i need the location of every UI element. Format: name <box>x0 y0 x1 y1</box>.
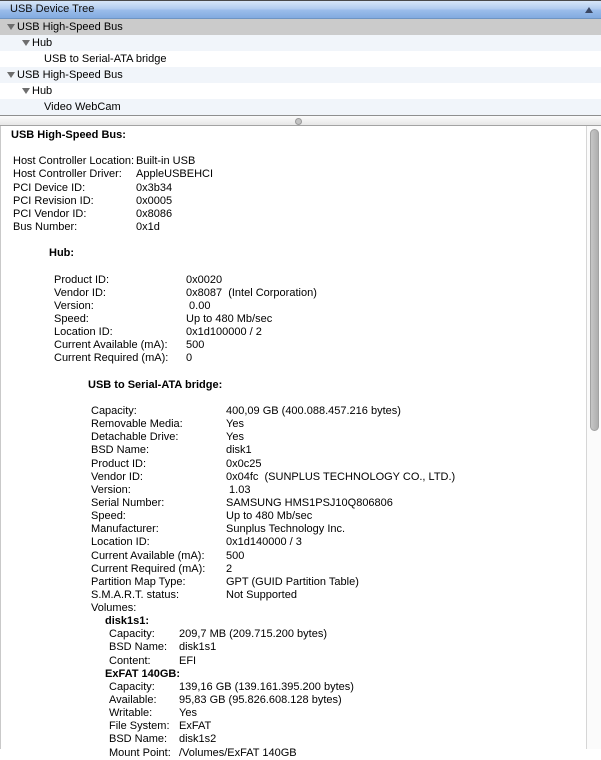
detail-blank-line <box>1 366 601 379</box>
disclosure-triangle-icon[interactable] <box>22 88 30 94</box>
detail-prop-label: Available: <box>109 694 157 707</box>
detail-prop-value: 0x1d140000 / 3 <box>226 536 302 549</box>
detail-prop-value: 209,7 MB (209.715.200 bytes) <box>179 628 327 641</box>
detail-prop-label: BSD Name: <box>109 733 168 746</box>
detail-row <box>1 313 601 326</box>
detail-prop-label: Manufacturer: <box>91 523 159 536</box>
detail-row <box>1 195 601 208</box>
detail-prop-label: Mount Point: <box>109 746 171 759</box>
detail-prop-label: Host Controller Location: <box>13 155 135 168</box>
detail-heading <box>1 615 601 628</box>
detail-row <box>1 681 601 694</box>
sort-ascending-icon[interactable] <box>585 7 593 13</box>
detail-row <box>1 208 601 221</box>
detail-row <box>1 720 601 733</box>
detail-prop-label: Speed: <box>91 510 126 523</box>
detail-heading <box>1 247 601 260</box>
detail-pane <box>0 126 601 759</box>
detail-prop-label: Current Available (mA): <box>54 339 168 352</box>
detail-row <box>1 418 601 431</box>
detail-prop-value: /Volumes/ExFAT 140GB <box>179 746 297 759</box>
detail-prop-label: Serial Number: <box>91 496 165 509</box>
disclosure-triangle-icon[interactable] <box>7 24 15 30</box>
detail-prop-value: GPT (GUID Partition Table) <box>226 575 359 588</box>
column-header-title: USB Device Tree <box>10 3 95 15</box>
detail-section-title: ExFAT 140GB: <box>105 667 180 680</box>
detail-prop-value: 0x8087 (Intel Corporation) <box>186 286 317 299</box>
detail-row <box>1 707 601 720</box>
detail-prop-label: Product ID: <box>54 273 110 286</box>
detail-row <box>1 326 601 339</box>
tree-row-hub[interactable] <box>0 83 601 99</box>
detail-prop-value: Sunplus Technology Inc. <box>226 523 346 536</box>
detail-prop-value: disk1s1 <box>179 641 217 654</box>
detail-prop-value: 0x0005 <box>136 194 173 207</box>
tree-row-video-webcam[interactable] <box>0 99 601 115</box>
detail-prop-label: Version: <box>54 299 94 312</box>
detail-prop-value: 0x04fc (SUNPLUS TECHNOLOGY CO., LTD.) <box>226 470 456 483</box>
detail-row <box>1 431 601 444</box>
tree-row-label: Hub <box>32 85 53 97</box>
detail-prop-value: 0x1d100000 / 2 <box>186 326 262 339</box>
detail-prop-label: PCI Device ID: <box>13 181 86 194</box>
detail-prop-label: Capacity: <box>109 628 155 641</box>
detail-row <box>1 274 601 287</box>
detail-row <box>1 733 601 746</box>
detail-prop-label: S.M.A.R.T. status: <box>91 588 180 601</box>
detail-prop-value: 0x3b34 <box>136 181 173 194</box>
detail-row <box>1 182 601 195</box>
detail-prop-label: Current Required (mA): <box>91 562 206 575</box>
detail-row <box>1 550 601 563</box>
detail-row <box>1 155 601 168</box>
detail-blank-line <box>1 234 601 247</box>
detail-prop-value: 2 <box>226 562 233 575</box>
detail-prop-value: 139,16 GB (139.161.395.200 bytes) <box>179 680 354 693</box>
detail-prop-value: Yes <box>226 418 244 431</box>
detail-section-title: disk1s1: <box>105 615 150 628</box>
detail-prop-label: Removable Media: <box>91 418 183 431</box>
detail-prop-label: Location ID: <box>91 536 150 549</box>
pane-splitter[interactable] <box>0 115 601 126</box>
detail-row <box>1 589 601 602</box>
detail-section-title: Hub: <box>49 247 75 260</box>
detail-prop-value: 0x0020 <box>186 273 223 286</box>
detail-blank-line <box>1 392 601 405</box>
tree-row-usb-to-serial-ata-bridge[interactable] <box>0 51 601 67</box>
detail-prop-value: Up to 480 Mb/sec <box>226 510 313 523</box>
tree-row-usb-high-speed-bus[interactable] <box>0 19 601 35</box>
detail-prop-label: Location ID: <box>54 326 113 339</box>
detail-prop-value: Not Supported <box>226 588 297 601</box>
usb-device-tree-list <box>0 19 601 115</box>
detail-prop-value: Up to 480 Mb/sec <box>186 312 273 325</box>
detail-row <box>1 523 601 536</box>
detail-prop-label: Vendor ID: <box>91 470 143 483</box>
detail-prop-label: Writable: <box>109 707 153 720</box>
detail-row <box>1 287 601 300</box>
detail-prop-value: 0x1d <box>136 220 160 233</box>
disclosure-triangle-icon[interactable] <box>7 72 15 78</box>
detail-row <box>1 458 601 471</box>
detail-prop-value: Yes <box>226 431 244 444</box>
detail-prop-label: Current Available (mA): <box>91 549 205 562</box>
detail-row <box>1 168 601 181</box>
detail-prop-value: disk1 <box>226 444 252 457</box>
detail-prop-label: Host Controller Driver: <box>13 168 122 181</box>
detail-row <box>1 602 601 615</box>
disclosure-triangle-icon[interactable] <box>22 40 30 46</box>
detail-blank-line <box>1 142 601 155</box>
tree-row-label: USB High-Speed Bus <box>17 69 123 81</box>
detail-row <box>1 444 601 457</box>
detail-row <box>1 497 601 510</box>
detail-prop-value: disk1s2 <box>179 733 217 746</box>
detail-prop-label: Bus Number: <box>13 220 78 233</box>
detail-prop-value: 500 <box>186 339 205 352</box>
tree-row-label: Hub <box>32 37 53 49</box>
detail-row <box>1 221 601 234</box>
detail-prop-label: Content: <box>109 654 151 667</box>
detail-prop-value: EFI <box>179 654 197 667</box>
detail-prop-label: File System: <box>109 720 170 733</box>
detail-prop-value: 0.00 <box>186 299 211 312</box>
detail-row <box>1 628 601 641</box>
detail-prop-value: AppleUSBEHCI <box>136 168 214 181</box>
detail-prop-value: 1.03 <box>226 483 251 496</box>
vertical-scrollbar[interactable] <box>586 126 601 749</box>
detail-prop-label: Volumes: <box>91 602 137 615</box>
detail-prop-label: Partition Map Type: <box>91 575 186 588</box>
detail-heading <box>1 379 601 392</box>
detail-row <box>1 641 601 654</box>
detail-row <box>1 536 601 549</box>
detail-blank-line <box>1 260 601 273</box>
detail-heading <box>1 129 601 142</box>
detail-content <box>1 126 601 760</box>
detail-prop-label: BSD Name: <box>109 641 168 654</box>
detail-prop-label: PCI Revision ID: <box>13 194 94 207</box>
detail-heading <box>1 668 601 681</box>
detail-prop-value: 400,09 GB (400.088.457.216 bytes) <box>226 404 401 417</box>
detail-row <box>1 694 601 707</box>
tree-row-hub[interactable] <box>0 35 601 51</box>
detail-prop-label: Capacity: <box>91 404 137 417</box>
detail-prop-label: BSD Name: <box>91 444 150 457</box>
detail-row <box>1 352 601 365</box>
detail-prop-label: Current Required (mA): <box>54 352 169 365</box>
detail-row <box>1 747 601 760</box>
detail-prop-label: Speed: <box>54 312 89 325</box>
detail-row <box>1 484 601 497</box>
detail-prop-label: PCI Vendor ID: <box>13 207 87 220</box>
detail-row <box>1 576 601 589</box>
detail-prop-value: SAMSUNG HMS1PSJ10Q806806 <box>226 496 393 509</box>
detail-prop-value: 95,83 GB (95.826.608.128 bytes) <box>179 694 342 707</box>
splitter-grabber-icon <box>295 118 302 125</box>
detail-row <box>1 655 601 668</box>
detail-section-title: USB to Serial-ATA bridge: <box>88 378 223 391</box>
detail-section-title: USB High-Speed Bus: <box>11 129 126 141</box>
tree-row-label: USB to Serial-ATA bridge <box>44 53 167 65</box>
column-header-usb-device-tree[interactable] <box>0 0 601 19</box>
detail-row <box>1 471 601 484</box>
detail-row <box>1 300 601 313</box>
detail-row <box>1 405 601 418</box>
detail-prop-label: Detachable Drive: <box>91 431 179 444</box>
scrollbar-thumb[interactable] <box>590 129 599 431</box>
detail-prop-value: Built-in USB <box>136 155 196 168</box>
detail-prop-value: Yes <box>179 707 197 720</box>
detail-prop-label: Vendor ID: <box>54 286 106 299</box>
detail-prop-value: 0 <box>186 352 193 365</box>
detail-prop-value: ExFAT <box>179 720 212 733</box>
detail-prop-value: 0x0c25 <box>226 457 262 470</box>
tree-row-usb-high-speed-bus[interactable] <box>0 67 601 83</box>
detail-row <box>1 510 601 523</box>
detail-row <box>1 563 601 576</box>
detail-row <box>1 339 601 352</box>
tree-row-label: USB High-Speed Bus <box>17 21 123 33</box>
detail-prop-label: Version: <box>91 483 131 496</box>
detail-prop-label: Capacity: <box>109 680 155 693</box>
detail-prop-value: 0x8086 <box>136 207 173 220</box>
detail-prop-value: 500 <box>226 549 245 562</box>
tree-row-label: Video WebCam <box>44 101 121 113</box>
detail-prop-label: Product ID: <box>91 457 147 470</box>
